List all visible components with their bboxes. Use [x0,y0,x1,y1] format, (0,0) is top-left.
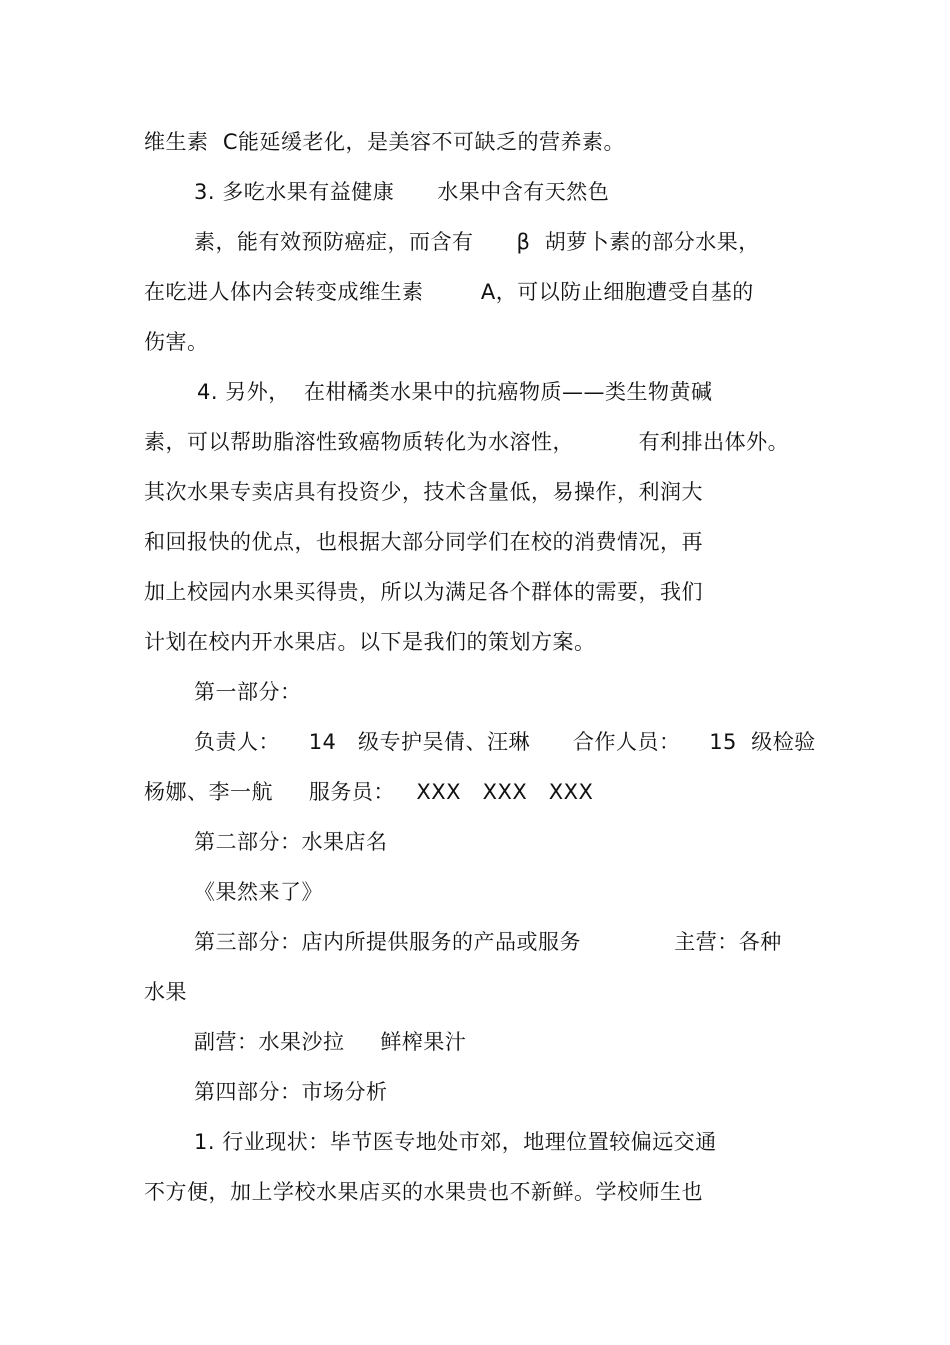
text-line-19: 副营：水果沙拉 鲜榨果汁 [194,1030,467,1054]
text-line-1: 维生素 C能延缓老化，是美容不可缺乏的营养素。 [144,130,626,154]
text-line-14: 杨娜、李一航 服务员： XXX XXX XXX [144,780,594,804]
text-line-22: 不方便，加上学校水果店买的水果贵也不新鲜。学校师生也 [144,1180,703,1204]
section-heading-3: 第三部分：店内所提供服务的产品或服务 主营：各种 [194,930,782,954]
section-heading-1: 第一部分： [194,680,302,704]
text-line-3: 素，能有效预防癌症，而含有 β 胡萝卜素的部分水果， [194,230,760,254]
text-line-8: 其次水果专卖店具有投资少，技术含量低，易操作，利润大 [144,480,703,504]
text-line-2: 3. 多吃水果有益健康 水果中含有天然色 [194,180,610,204]
text-line-11: 计划在校内开水果店。以下是我们的策划方案。 [144,630,596,654]
text-line-7: 素，可以帮助脂溶性致癌物质转化为水溶性， 有利排出体外。 [144,430,790,454]
text-line-21: 1. 行业现状：毕节医专地处市郊，地理位置较偏远交通 [194,1130,717,1154]
text-line-5: 伤害。 [144,330,209,354]
section-heading-4: 第四部分：市场分析 [194,1080,388,1104]
text-line-6: 4. 另外， 在柑橘类水果中的抗癌物质——类生物黄碱 [197,380,713,404]
text-line-10: 加上校园内水果买得贵，所以为满足各个群体的需要，我们 [144,580,703,604]
text-line-9: 和回报快的优点，也根据大部分同学们在校的消费情况，再 [144,530,703,554]
text-line-18: 水果 [144,980,187,1004]
store-name: 《果然来了》 [194,880,323,904]
text-line-13: 负责人： 14 级专护吴倩、汪琳 合作人员： 15 级检验 [194,730,816,754]
section-heading-2: 第二部分：水果店名 [194,830,388,854]
text-line-4: 在吃进人体内会转变成维生素 A，可以防止细胞遭受自基的 [144,280,754,304]
